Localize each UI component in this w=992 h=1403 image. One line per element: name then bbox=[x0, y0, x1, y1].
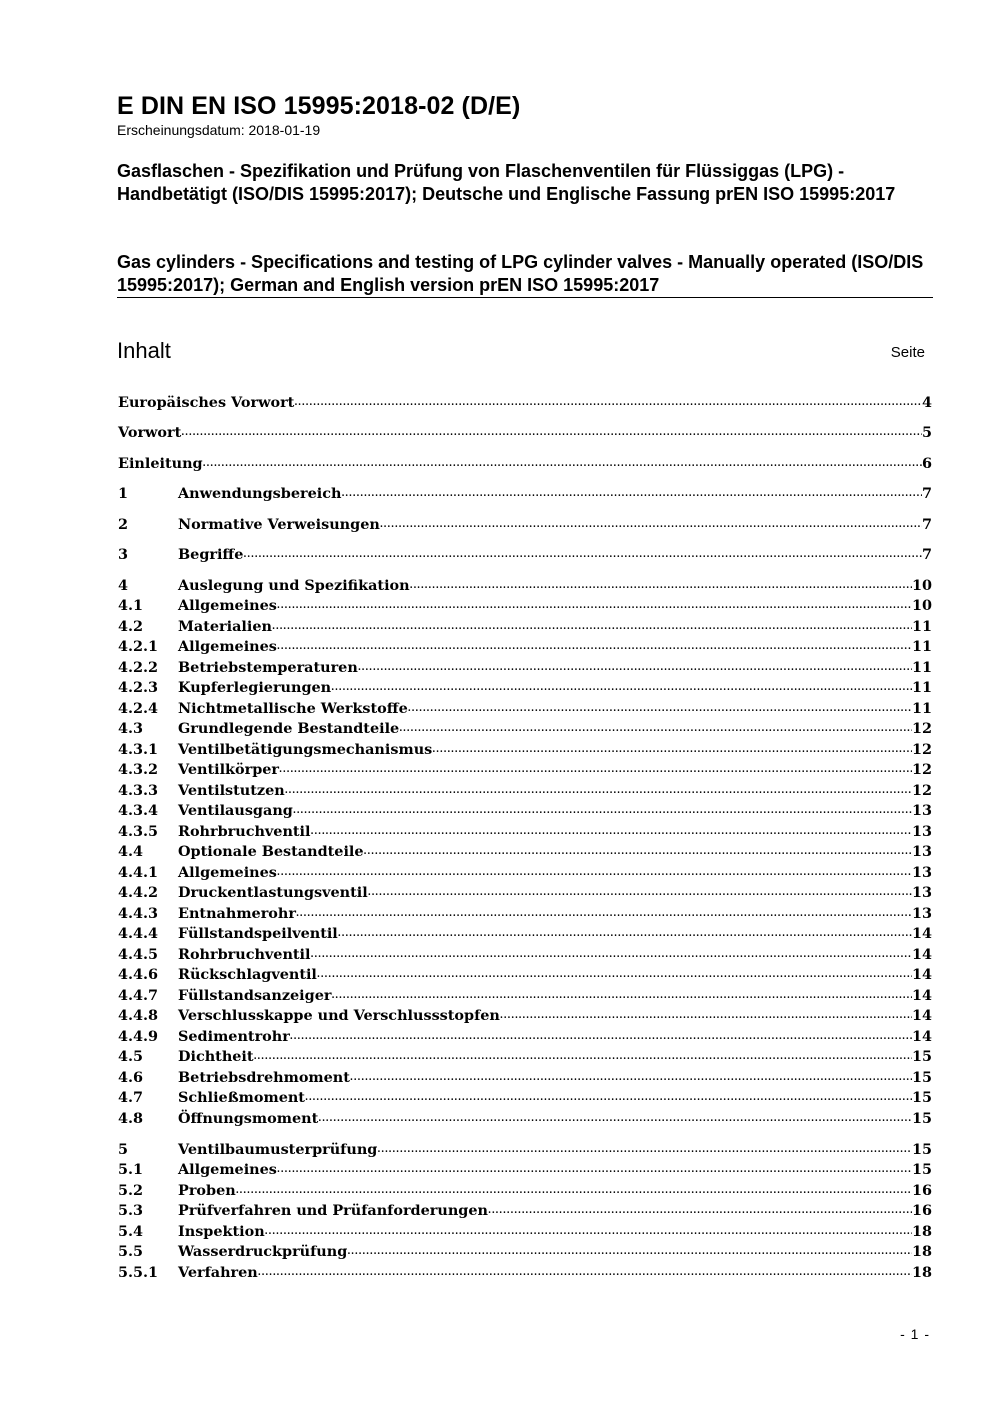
toc-entry-page: 16 bbox=[911, 1202, 932, 1219]
toc-entry[interactable] bbox=[118, 904, 932, 924]
toc-entry-title: Rohrbruchventil bbox=[178, 823, 311, 840]
toc-entry-page: 12 bbox=[911, 720, 932, 737]
toc-entry-title: Prüfverfahren und Prüfanforderungen bbox=[178, 1202, 488, 1219]
toc-entry-number: 4.2.4 bbox=[118, 700, 159, 717]
toc-dot-leader bbox=[338, 922, 912, 944]
toc-entry-number: 4.4.7 bbox=[118, 987, 159, 1004]
toc-entry-page: 5 bbox=[921, 424, 932, 441]
toc-entry[interactable] bbox=[118, 863, 932, 883]
toc-entry[interactable] bbox=[118, 637, 932, 657]
toc-entry-page: 14 bbox=[911, 966, 932, 983]
toc-entry[interactable] bbox=[118, 781, 932, 801]
toc-entry-page: 13 bbox=[911, 864, 932, 881]
toc-entry-page: 18 bbox=[911, 1264, 932, 1281]
toc-entry[interactable] bbox=[118, 760, 932, 780]
toc-entry[interactable] bbox=[118, 1201, 932, 1221]
toc-entry-title: Europäisches Vorwort bbox=[118, 394, 295, 411]
toc-dot-leader bbox=[347, 1240, 912, 1262]
toc-entry-page: 7 bbox=[921, 516, 932, 533]
toc-entry[interactable] bbox=[118, 883, 932, 903]
toc-dot-leader bbox=[272, 615, 912, 637]
toc-entry[interactable] bbox=[118, 1263, 932, 1283]
toc-entry-number: 4.5 bbox=[118, 1048, 144, 1065]
toc-dot-leader bbox=[265, 1220, 912, 1242]
toc-entry-title: Materialien bbox=[178, 618, 272, 635]
toc-entry-title: Betriebsdrehmoment bbox=[178, 1069, 350, 1086]
toc-entry-title: Auslegung und Spezifikation bbox=[178, 577, 410, 594]
toc-entry-page: 12 bbox=[911, 741, 932, 758]
toc-entry-number: 4.3.1 bbox=[118, 741, 159, 758]
toc-entry-number: 4.4.6 bbox=[118, 966, 159, 983]
toc-entry-page: 13 bbox=[911, 802, 932, 819]
toc-entry-number: 5.4 bbox=[118, 1223, 144, 1240]
toc-dot-leader bbox=[243, 543, 922, 565]
toc-entry[interactable] bbox=[118, 1068, 932, 1088]
toc-dot-leader bbox=[296, 902, 912, 924]
toc-entry[interactable] bbox=[118, 924, 932, 944]
toc-entry-page: 14 bbox=[911, 925, 932, 942]
toc-entry[interactable] bbox=[118, 393, 932, 413]
toc-entry-number: 4.4.1 bbox=[118, 864, 159, 881]
toc-entry-page: 6 bbox=[921, 455, 932, 472]
toc-entry-page: 15 bbox=[911, 1161, 932, 1178]
toc-entry-page: 10 bbox=[911, 597, 932, 614]
toc-entry[interactable] bbox=[118, 1222, 932, 1242]
toc-entry-number: 4.3.4 bbox=[118, 802, 159, 819]
toc-entry-page: 15 bbox=[911, 1048, 932, 1065]
toc-entry-title: Normative Verweisungen bbox=[178, 516, 380, 533]
toc-entry-page: 13 bbox=[911, 905, 932, 922]
publication-date: Erscheinungsdatum: 2018-01-19 bbox=[117, 122, 321, 138]
toc-dot-leader bbox=[311, 943, 912, 965]
toc-entry[interactable] bbox=[118, 617, 932, 637]
toc-dot-leader bbox=[364, 840, 912, 862]
toc-entry-title: Ventilbetätigungsmechanismus bbox=[178, 741, 433, 758]
toc-entry-page: 15 bbox=[911, 1089, 932, 1106]
toc-entry-title: Kupferlegierungen bbox=[178, 679, 332, 696]
toc-entry-title: Allgemeines bbox=[178, 1161, 277, 1178]
toc-dot-leader bbox=[432, 738, 912, 760]
toc-dot-leader bbox=[236, 1179, 912, 1201]
toc-entry-page: 12 bbox=[911, 782, 932, 799]
toc-entry-page: 4 bbox=[921, 394, 932, 411]
page-number: - 1 - bbox=[900, 1326, 930, 1342]
toc-entry-number: 4.6 bbox=[118, 1069, 144, 1086]
toc-dot-leader bbox=[488, 1199, 912, 1221]
toc-entry[interactable] bbox=[118, 986, 932, 1006]
toc-entry-page: 14 bbox=[911, 946, 932, 963]
toc-entry-number: 4.2.3 bbox=[118, 679, 159, 696]
toc-entry-title: Allgemeines bbox=[178, 864, 277, 881]
toc-dot-leader bbox=[368, 881, 912, 903]
toc-dot-leader bbox=[258, 1261, 912, 1283]
toc-entry[interactable] bbox=[118, 945, 932, 965]
toc-entry[interactable] bbox=[118, 1140, 932, 1160]
toc-dot-leader bbox=[277, 635, 912, 657]
toc-entry[interactable] bbox=[118, 842, 932, 862]
toc-dot-leader bbox=[331, 984, 912, 1006]
toc-entry-title: Rückschlagventil bbox=[178, 966, 317, 983]
toc-entry-number: 4.2.2 bbox=[118, 659, 159, 676]
toc-entry-title: Verfahren bbox=[178, 1264, 258, 1281]
toc-entry-number: 4.3.3 bbox=[118, 782, 159, 799]
toc-entry-title: Verschlusskappe und Verschlussstopfen bbox=[178, 1007, 500, 1024]
toc-entry-title: Schließmoment bbox=[178, 1089, 305, 1106]
toc-entry[interactable] bbox=[118, 545, 932, 565]
toc-entry-title: Grundlegende Bestandteile bbox=[178, 720, 400, 737]
toc-dot-leader bbox=[277, 594, 912, 616]
toc-dot-leader bbox=[350, 1066, 912, 1088]
toc-entry-title: Proben bbox=[178, 1182, 236, 1199]
toc-entry[interactable] bbox=[118, 678, 932, 698]
toc-entry-number: 4.3.5 bbox=[118, 823, 159, 840]
toc-entry-title: Ventilausgang bbox=[178, 802, 293, 819]
toc-entry-title: Vorwort bbox=[118, 424, 182, 441]
toc-entry-title: Sedimentrohr bbox=[178, 1028, 290, 1045]
toc-entry[interactable] bbox=[118, 822, 932, 842]
toc-entry-page: 15 bbox=[911, 1141, 932, 1158]
toc-entry-title: Inspektion bbox=[178, 1223, 265, 1240]
toc-dot-leader bbox=[500, 1004, 912, 1026]
toc-entry[interactable] bbox=[118, 576, 932, 596]
toc-entry[interactable] bbox=[118, 1006, 932, 1026]
toc-entry-title: Betriebstemperaturen bbox=[178, 659, 358, 676]
toc-entry[interactable] bbox=[118, 1242, 932, 1262]
toc-entry-title: Allgemeines bbox=[178, 597, 277, 614]
toc-entry-number: 4.7 bbox=[118, 1089, 144, 1106]
toc-dot-leader bbox=[358, 656, 912, 678]
toc-dot-leader bbox=[318, 1107, 912, 1129]
toc-entry-page: 7 bbox=[921, 546, 932, 563]
header-divider bbox=[117, 297, 933, 298]
toc-dot-leader bbox=[380, 513, 922, 535]
toc-entry-number: 4.3 bbox=[118, 720, 144, 737]
toc-entry-number: 4.4 bbox=[118, 843, 144, 860]
toc-dot-leader bbox=[277, 1158, 912, 1180]
toc-entry-number: 4.4.3 bbox=[118, 905, 159, 922]
toc-dot-leader bbox=[305, 1086, 912, 1108]
toc-entry[interactable] bbox=[118, 423, 932, 443]
toc-entry[interactable] bbox=[118, 1181, 932, 1201]
toc-entry[interactable] bbox=[118, 596, 932, 616]
toc-dot-leader bbox=[277, 861, 912, 883]
toc-entry-page: 11 bbox=[911, 638, 932, 655]
toc-entry[interactable] bbox=[118, 1027, 932, 1047]
toc-entry[interactable] bbox=[118, 719, 932, 739]
toc-entry-page: 11 bbox=[911, 679, 932, 696]
toc-entry-title: Einleitung bbox=[118, 455, 203, 472]
toc-entry-page: 15 bbox=[911, 1110, 932, 1127]
toc-entry-page: 14 bbox=[911, 1007, 932, 1024]
toc-entry-page: 14 bbox=[911, 987, 932, 1004]
toc-entry[interactable] bbox=[118, 515, 932, 535]
toc-entry-page: 13 bbox=[911, 823, 932, 840]
toc-entry[interactable] bbox=[118, 801, 932, 821]
toc-dot-leader bbox=[293, 799, 912, 821]
toc-entry-number: 4.4.5 bbox=[118, 946, 159, 963]
toc-entry-number: 4 bbox=[118, 577, 129, 594]
toc-entry-title: Wasserdruckprüfung bbox=[178, 1243, 348, 1260]
toc-dot-leader bbox=[285, 779, 912, 801]
toc-dot-leader bbox=[203, 452, 922, 474]
toc-dot-leader bbox=[341, 482, 922, 504]
toc-entry-number: 4.2.1 bbox=[118, 638, 159, 655]
toc-entry[interactable] bbox=[118, 965, 932, 985]
toc-dot-leader bbox=[279, 758, 912, 780]
toc-entry-page: 11 bbox=[911, 700, 932, 717]
toc-entry-page: 15 bbox=[911, 1069, 932, 1086]
toc-entry-title: Rohrbruchventil bbox=[178, 946, 311, 963]
toc-entry-page: 11 bbox=[911, 618, 932, 635]
toc-dot-leader bbox=[399, 717, 912, 739]
toc-entry-number: 5.5 bbox=[118, 1243, 144, 1260]
toc-entry[interactable] bbox=[118, 699, 932, 719]
toc-entry-number: 5.2 bbox=[118, 1182, 144, 1199]
toc-entry-title: Allgemeines bbox=[178, 638, 277, 655]
toc-dot-leader bbox=[254, 1045, 912, 1067]
toc-entry-number: 5.5.1 bbox=[118, 1264, 159, 1281]
toc-entry-title: Ventilstutzen bbox=[178, 782, 285, 799]
toc-entry-number: 2 bbox=[118, 516, 129, 533]
toc-entry-title: Druckentlastungsventil bbox=[178, 884, 368, 901]
toc-entry-page: 7 bbox=[921, 485, 932, 502]
toc-entry-title: Ventilkörper bbox=[178, 761, 279, 778]
document-id: E DIN EN ISO 15995:2018-02 (D/E) bbox=[117, 92, 521, 120]
toc-dot-leader bbox=[408, 697, 912, 719]
toc-entry-page: 13 bbox=[911, 884, 932, 901]
toc-entry-number: 5.1 bbox=[118, 1161, 144, 1178]
toc-entry-number: 4.4.2 bbox=[118, 884, 159, 901]
toc-entry[interactable] bbox=[118, 1160, 932, 1180]
toc-page-column-label: Seite bbox=[890, 344, 925, 361]
toc-dot-leader bbox=[311, 820, 912, 842]
toc-entry-number: 1 bbox=[118, 485, 129, 502]
toc-entry-number: 4.3.2 bbox=[118, 761, 159, 778]
toc-entry[interactable] bbox=[118, 1109, 932, 1129]
toc-entry-title: Öffnungsmoment bbox=[178, 1110, 319, 1127]
toc-entry-number: 4.1 bbox=[118, 597, 144, 614]
toc-entry-number: 5 bbox=[118, 1141, 129, 1158]
toc-dot-leader bbox=[181, 421, 922, 443]
toc-entry-number: 3 bbox=[118, 546, 129, 563]
toc-entry-page: 13 bbox=[911, 843, 932, 860]
toc-entry-number: 4.4.9 bbox=[118, 1028, 159, 1045]
toc-entry-title: Füllstandsanzeiger bbox=[178, 987, 332, 1004]
toc-entry-title: Füllstandspeilventil bbox=[178, 925, 338, 942]
toc-entry-page: 14 bbox=[911, 1028, 932, 1045]
toc-entry-title: Entnahmerohr bbox=[178, 905, 296, 922]
toc-entry-title: Nichtmetallische Werkstoffe bbox=[178, 700, 408, 717]
toc-dot-leader bbox=[290, 1025, 912, 1047]
toc-entry[interactable] bbox=[118, 1088, 932, 1108]
toc-entry-title: Ventilbaumusterprüfung bbox=[178, 1141, 378, 1158]
toc-entry-title: Optionale Bestandteile bbox=[178, 843, 364, 860]
toc-dot-leader bbox=[331, 676, 912, 698]
toc-entry-page: 10 bbox=[911, 577, 932, 594]
toc-dot-leader bbox=[410, 574, 912, 596]
toc-entry-number: 4.8 bbox=[118, 1110, 144, 1127]
document-title-english: Gas cylinders - Specifications and testing of LPG cylinder valves - Manually operated (ISO/DIS 15995:2017); German and English version prEN ISO 15995:2017 bbox=[117, 252, 924, 295]
toc-dot-leader bbox=[317, 963, 912, 985]
toc-entry[interactable] bbox=[118, 484, 932, 504]
toc-entry-number: 5.3 bbox=[118, 1202, 144, 1219]
document-title-german: Gasflaschen - Spezifikation und Prüfung von Flaschenventilen für Flüssiggas (LPG) - Handbetätigt (ISO/DIS 15995:2017); Deutsche und Englische Fassung prEN ISO 15995:2017 bbox=[117, 161, 896, 204]
toc-entry-page: 18 bbox=[911, 1223, 932, 1240]
toc-dot-leader bbox=[294, 391, 922, 413]
toc-entry-number: 4.4.8 bbox=[118, 1007, 159, 1024]
toc-entry[interactable] bbox=[118, 658, 932, 678]
toc-entry-number: 4.2 bbox=[118, 618, 144, 635]
toc-entry-title: Anwendungsbereich bbox=[178, 485, 342, 502]
toc-heading: Inhalt bbox=[117, 338, 171, 363]
toc-entry[interactable] bbox=[118, 1047, 932, 1067]
toc-entry-page: 18 bbox=[911, 1243, 932, 1260]
toc-entry-page: 12 bbox=[911, 761, 932, 778]
toc-entry-number: 4.4.4 bbox=[118, 925, 159, 942]
toc-entry-title: Dichtheit bbox=[178, 1048, 254, 1065]
toc-entry[interactable] bbox=[118, 740, 932, 760]
toc-dot-leader bbox=[377, 1138, 912, 1160]
toc-entry-page: 16 bbox=[911, 1182, 932, 1199]
toc-entry[interactable] bbox=[118, 454, 932, 474]
toc-entry-page: 11 bbox=[911, 659, 932, 676]
toc-entry-title: Begriffe bbox=[178, 546, 244, 563]
